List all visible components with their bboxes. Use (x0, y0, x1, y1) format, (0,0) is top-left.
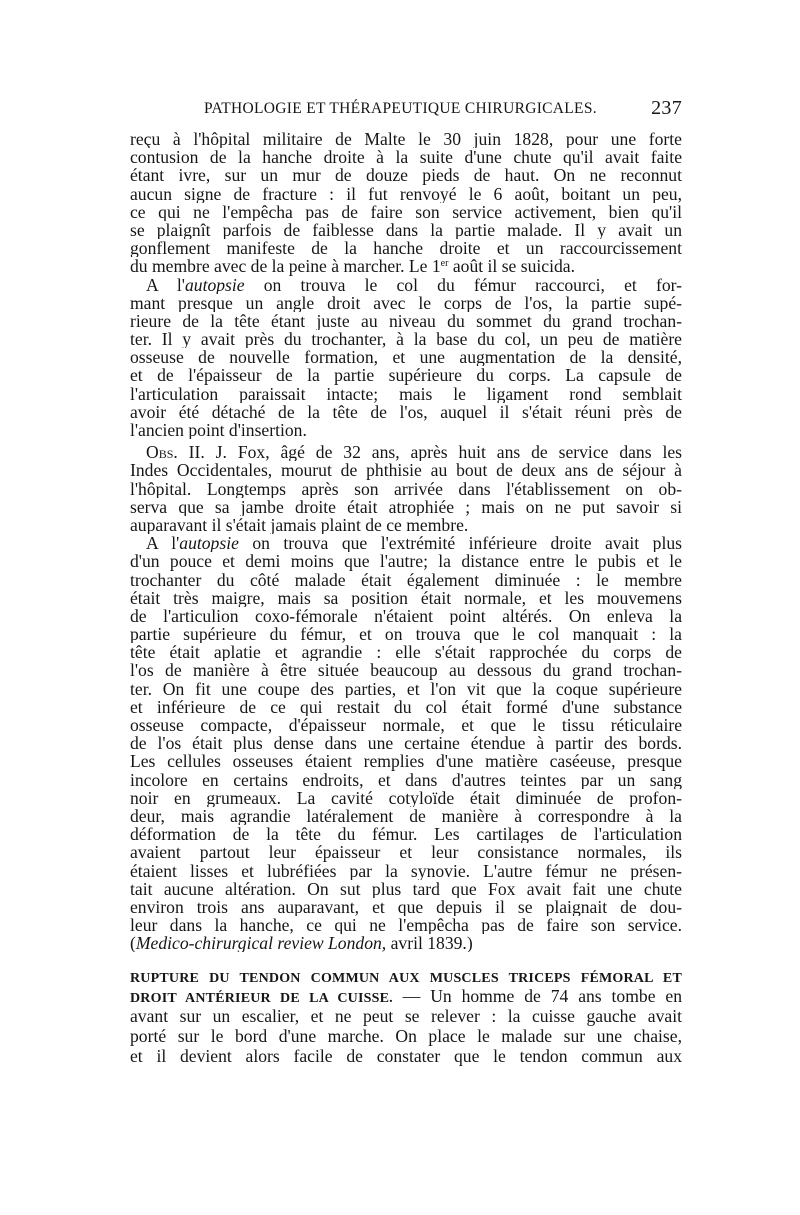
text-line: avaient partout leur épaisseur et leur consistance normales, ils (130, 843, 682, 862)
text-line: trochanter du côté malade était également diminuée : le membre (130, 570, 682, 589)
text-line: partie supérieure du fémur, et on trouva que le col manquait : la (130, 625, 682, 644)
text-line: l'ancien point d'insertion. (130, 421, 307, 440)
page-body (130, 130, 682, 1066)
text-line: tait aucune altération. On sut plus tard que Fox avait fait une chute (130, 879, 682, 898)
text-fragment: J. Fox, âgé de 32 ans, après huit ans de service dans les (204, 443, 682, 462)
text-line: déformation de la tête du fémur. Les cartilages de l'articulation (130, 825, 682, 844)
paragraph-autopsy-2 (130, 534, 682, 952)
text-line: avant sur un escalier, et ne peut se relever : la cuisse gauche avait (130, 1006, 682, 1027)
text-line: avoir été détaché de la tête de l'os, auquel il s'était réuni près de (130, 402, 682, 421)
text-line: ter. Il y avait près du trochanter, à la base du col, un peu de matière (130, 330, 682, 349)
section-title: RUPTURE DU TENDON COMMUN AUX MUSCLES TRICEPS FÉMORAL ET (130, 971, 682, 987)
text-line: était très maigre, mais sa position était normale, et les mouvemens (130, 588, 682, 607)
text-fragment: on trouva le col du fémur raccourci, et for- (244, 275, 682, 294)
text-line: contusion de la hanche droite à la suite d'une chute qu'il avait faite (130, 148, 682, 167)
text-line: et de l'épaisseur de la partie supérieure du corps. La capsule de (130, 366, 682, 385)
autopsie-italic: autopsie (179, 534, 239, 553)
text-fragment: — Un homme de 74 ans tombe en (392, 986, 682, 1007)
text-line: d'un pouce et demi moins que l'autre; la distance entre le pubis et le (130, 552, 682, 571)
text-line: tête était aplatie et agrandie : elle s'était rapprochée du corps de (130, 643, 682, 662)
section-title-cont: DROIT ANTÉRIEUR DE LA CUISSE. (130, 991, 393, 1007)
text-line: Les cellules osseuses étaient remplies d'une matière caséeuse, presque (130, 752, 682, 771)
autopsie-italic: autopsie (184, 275, 245, 294)
text-line: ter. On fit une coupe des parties, et l'on vit que la coque supérieure (130, 679, 682, 698)
text-line: reçu à l'hôpital militaire de Malte le 30 juin 1828, pour une forte (130, 130, 682, 149)
spacer (130, 952, 682, 966)
text-line: l'os de manière à être située beaucoup au dessous du grand trochan- (130, 661, 682, 680)
text-line: serva que sa jambe droite était atrophiée ; mais on ne put savoir si (130, 497, 682, 516)
paragraph-autopsy-1 (130, 276, 682, 440)
text-line: et il devient alors facile de constater que le tendon commun aux (130, 1046, 682, 1067)
text-fragment: A l' (146, 534, 180, 553)
section-heading-line (130, 966, 682, 986)
text-line: porté sur le bord d'une marche. On place le malade sur une chaise, (130, 1026, 682, 1047)
page-number: 237 (651, 97, 682, 119)
journal-title: Medico-chirurgical review London, (135, 934, 387, 953)
text-line: de l'os était plus dense dans une certaine étendue à partir des bords. (130, 734, 682, 753)
text-line: incolore en certains endroits, et dans d'autres teintes par un sang (130, 770, 682, 789)
text-fragment: on trouva que l'extrémité inférieure droite avait plus (238, 534, 682, 553)
text-line: de l'articulion coxo-fémorale n'étaient point altérés. On enleva la (130, 606, 682, 626)
text-line: environ trois ans auparavant, et que depuis il se plaignait de dou- (130, 897, 682, 917)
text-line: osseuse compacte, d'épaisseur normale, et que le tissu réticulaire (130, 716, 682, 735)
text-line: Indes Occidentales, mourut de phthisie au bout de deux ans de séjour à (130, 461, 682, 480)
text-fragment: ( (130, 934, 136, 953)
text-line: auparavant il s'était jamais plaint de ce membre. (130, 515, 469, 535)
text-line: aucun signe de fracture : il fut renvoyé le 6 août, boitant un peu, (130, 184, 682, 203)
ordinal-superscript: er (440, 258, 449, 270)
running-title: PATHOLOGIE ET THÉRAPEUTIQUE CHIRURGICALES. (204, 100, 597, 117)
text-line: gonflement manifeste de la hanche droite et un raccourcissement (130, 239, 682, 258)
text-line: l'articulation paraissait intacte; mais le ligament rond semblait (130, 384, 682, 403)
text-line (130, 443, 682, 461)
text-line: leur dans la hanche, ce qui ne l'empêcha pas de faire son service. (130, 916, 682, 935)
text-fragment: avril 1839.) (386, 934, 473, 953)
text-fragment: août il se suicida. (448, 257, 576, 276)
section-tendon-rupture (130, 966, 682, 1066)
text-line: deur, mais agrandie latéralement de manière à correspondre à la (130, 806, 682, 826)
text-line: rieure de la tête étant juste au niveau du sommet du grand trochan- (130, 311, 682, 331)
text-line (130, 534, 682, 552)
text-line: étant ivre, sur un mur de douze pieds de haut. On ne reconnut (130, 166, 682, 185)
citation-line (130, 934, 682, 952)
paragraph-continuation (130, 130, 682, 276)
text-line (130, 257, 682, 275)
text-line: l'hôpital. Longtemps après son arrivée dans l'établissement on ob- (130, 479, 682, 498)
text-line: se plaignît parfois de faiblesse dans la partie malade. Il y avait un (130, 220, 682, 240)
text-line: mant presque un angle droit avec le corps de l'os, la partie supé- (130, 293, 682, 312)
text-line: ce qui ne l'empêcha pas de faire son service activement, bien qu'il (130, 202, 682, 221)
text-line: osseuse de nouvelle formation, et une augmentation de la densité, (130, 348, 682, 367)
text-line (130, 276, 682, 294)
text-fragment: A l' (146, 275, 185, 294)
text-line: noir en grumeaux. La cavité cotyloïde était diminuée de profon- (130, 788, 682, 807)
running-head (130, 97, 682, 124)
text-fragment: du membre avec de la peine à marcher. Le 1 (130, 257, 441, 276)
text-line: et inférieure de ce qui restait du col était formé d'une substance (130, 697, 682, 716)
paragraph-observation-2 (130, 443, 682, 534)
observation-label: Obs. II. (146, 443, 205, 462)
text-line (130, 986, 682, 1006)
text-line: étaient lisses et lubréfiées par la synovie. L'autre fémur ne présen- (130, 861, 682, 880)
